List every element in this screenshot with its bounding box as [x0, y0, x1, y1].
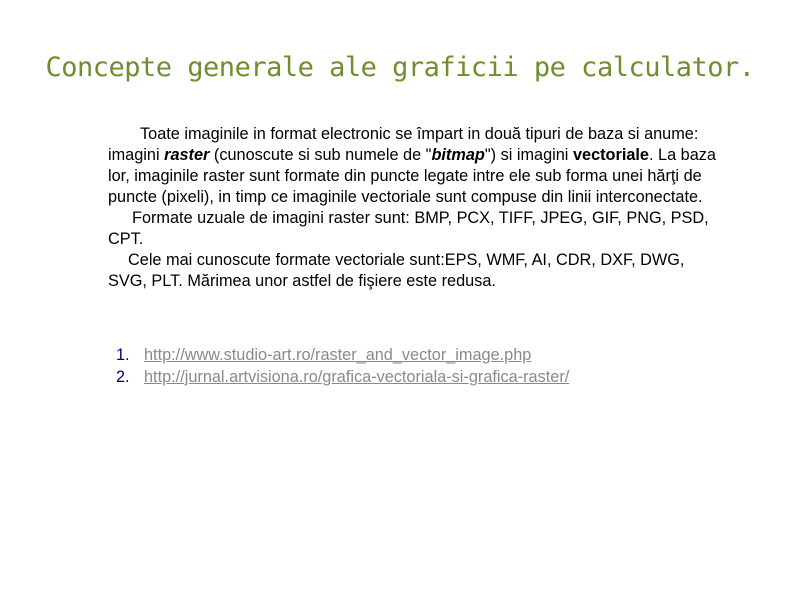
reference-number: 2.: [116, 368, 130, 386]
paragraph1-part2: (cunoscute si sub numele de ": [209, 146, 432, 164]
bitmap-term: bitmap: [431, 146, 485, 164]
list-item: [116, 366, 569, 388]
paragraph1-part4: . La baza lor, imaginile raster sunt formate din puncte legate intre ele sub forma unei hărţi de puncte (pixeli), in timp ce imaginile vectoriale sunt compuse din linii interconectate.: [108, 146, 716, 206]
paragraph-vector-formats: Cele mai cunoscute formate vectoriale sunt:EPS, WMF, AI, CDR, DXF, DWG, SVG, PLT. Mărimea unor astfel de fişiere este redusa.: [108, 251, 685, 290]
raster-term: raster: [164, 146, 210, 164]
paragraph-raster-formats: Formate uzuale de imagini raster sunt: BMP, PCX, TIFF, JPEG, GIF, PNG, PSD, CPT.: [108, 209, 709, 248]
vector-term: vectoriale: [572, 146, 649, 164]
reference-number: 1.: [116, 346, 130, 364]
paragraph1-part3: ") si imagini: [484, 146, 573, 164]
reference-link-studio-art[interactable]: http://www.studio-art.ro/raster_and_vector_image.php: [144, 346, 532, 364]
list-item: [116, 344, 569, 366]
reference-list: [116, 344, 569, 388]
paragraph-image-types: [108, 124, 718, 208]
slide-title: Concepte generale ale graficii pe calculator.: [45, 52, 755, 83]
paragraph1-part1: Toate imaginile in format electronic se împart in două tipuri de baza si anume: imagini: [108, 125, 699, 164]
reference-link-artvisiona[interactable]: http://jurnal.artvisiona.ro/grafica-vectoriala-si-grafica-raster/: [144, 368, 570, 386]
body-text: [108, 124, 718, 292]
